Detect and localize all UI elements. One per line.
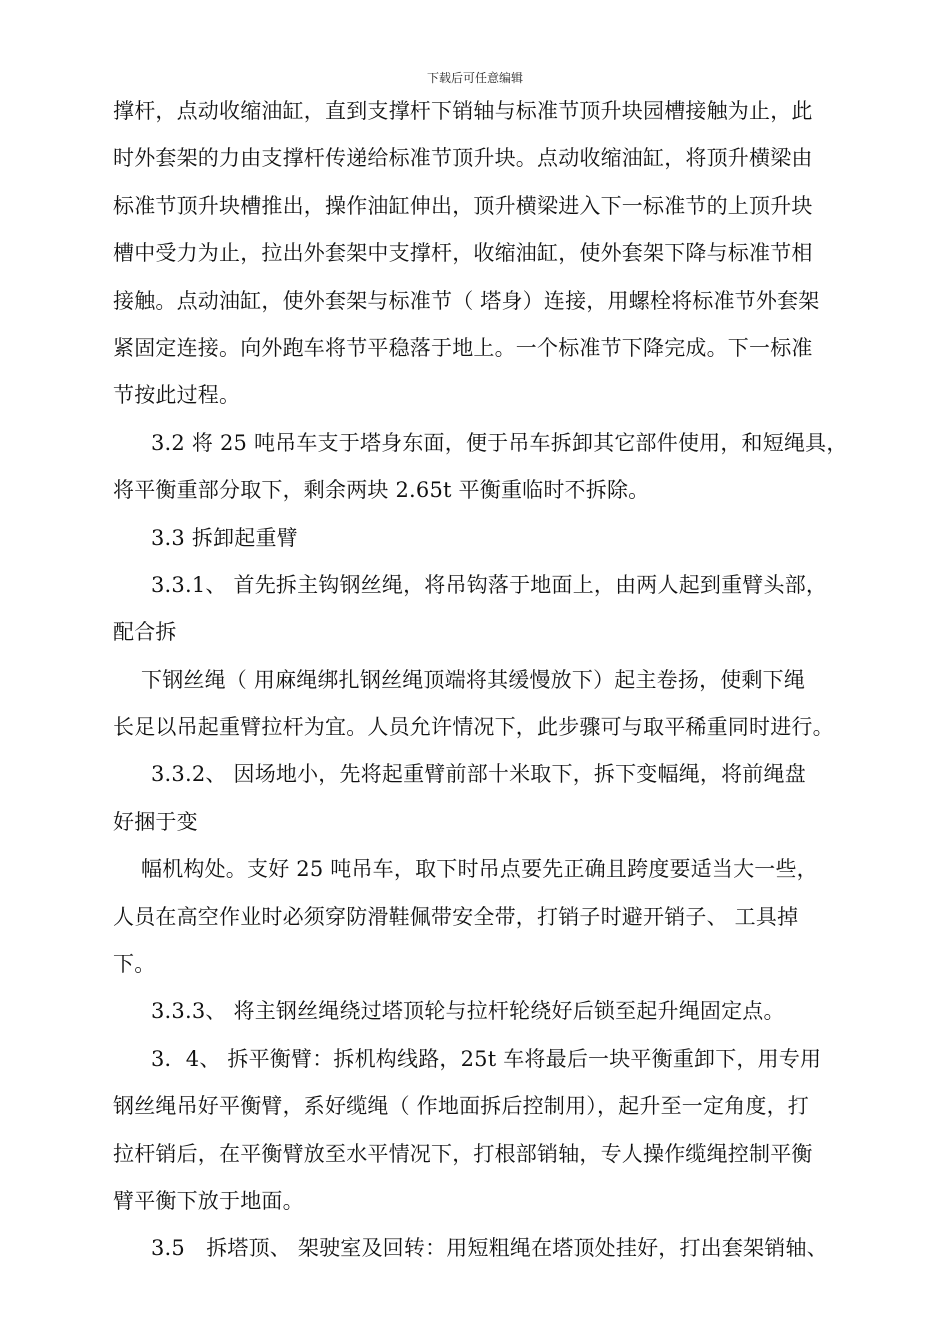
- text-line: 紧固定连接。向外跑车将节平稳落于地上。一个标准节下降完成。下一标准: [113, 335, 813, 360]
- text-line: 臂平衡下放于地面。: [113, 1188, 304, 1213]
- text-line: 槽中受力为止，拉出外套架中支撑杆，收缩油缸，使外套架下降与标准节相: [113, 241, 813, 266]
- document-body: [113, 88, 903, 1273]
- section-3-2-line: 3.2 将 25 吨吊车支于塔身东面，便于吊车拆卸其它部件使用，和短绳具，: [151, 430, 848, 455]
- page-header: 下载后可任意编辑: [426, 71, 523, 85]
- text-line: 拉杆销后，在平衡臂放至水平情况下，打根部销轴，专人操作缆绳控制平衡: [113, 1141, 813, 1166]
- section-3-5-line: 3.5 拆塔顶、 架驶室及回转：用短粗绳在塔顶处挂好，打出套架销轴、: [151, 1236, 828, 1261]
- text-line: 节按此过程。: [113, 383, 241, 408]
- text-line: 长足以吊起重臂拉杆为宜。人员允许情况下，此步骤可与取平稀重同时进行。: [113, 715, 834, 740]
- section-3-4-line: 3．4、 拆平衡臂：拆机构线路，25t 车将最后一块平衡重卸下，用专用: [151, 1046, 822, 1071]
- text-line: 好捆于变: [113, 809, 198, 834]
- text-line: 下。: [113, 952, 156, 977]
- text-line: 下钢丝绳（ 用麻绳绑扎钢丝绳顶端将其缓慢放下）起主卷扬，使剩下绳: [141, 667, 806, 692]
- text-line: 接触。点动油缸，使外套架与标准节（ 塔身）连接，用螺栓将标准节外套架: [113, 288, 820, 313]
- section-3-3-1-line: 3.3.1、 首先拆主钩钢丝绳，将吊钩落于地面上，由两人起到重臂头部，: [151, 572, 828, 597]
- text-line: 配合拆: [113, 620, 177, 645]
- text-line: 人员在高空作业时必须穿防滑鞋佩带安全带，打销子时避开销子、 工具掉: [113, 904, 799, 929]
- section-3-3-3-line: 3.3.3、 将主钢丝绳绕过塔顶轮与拉杆轮绕好后锁至起升绳固定点。: [151, 999, 785, 1024]
- text-line: 将平衡重部分取下，剩余两块 2.65t 平衡重临时不拆除。: [113, 478, 650, 503]
- text-line: 幅机构处。支好 25 吨吊车，取下时吊点要先正确且跨度要适当大一些，: [141, 857, 818, 882]
- section-3-3-heading: 3.3 拆卸起重臂: [151, 525, 298, 550]
- section-3-3-2-line: 3.3.2、 因场地小，先将起重臂前部十米取下，拆下变幅绳，将前绳盘: [151, 762, 806, 787]
- text-line: 时外套架的力由支撑杆传递给标准节顶升块。点动收缩油缸，将顶升横梁由: [113, 146, 813, 171]
- text-line: 标准节顶升块槽推出，操作油缸伸出，顶升横梁进入下一标准节的上顶升块: [113, 193, 813, 218]
- text-line: 钢丝绳吊好平衡臂，系好缆绳（ 作地面拆后控制用），起升至一定角度，打: [113, 1094, 809, 1119]
- text-line: 撑杆，点动收缩油缸，直到支撑杆下销轴与标准节顶升块园槽接触为止，此: [113, 99, 813, 123]
